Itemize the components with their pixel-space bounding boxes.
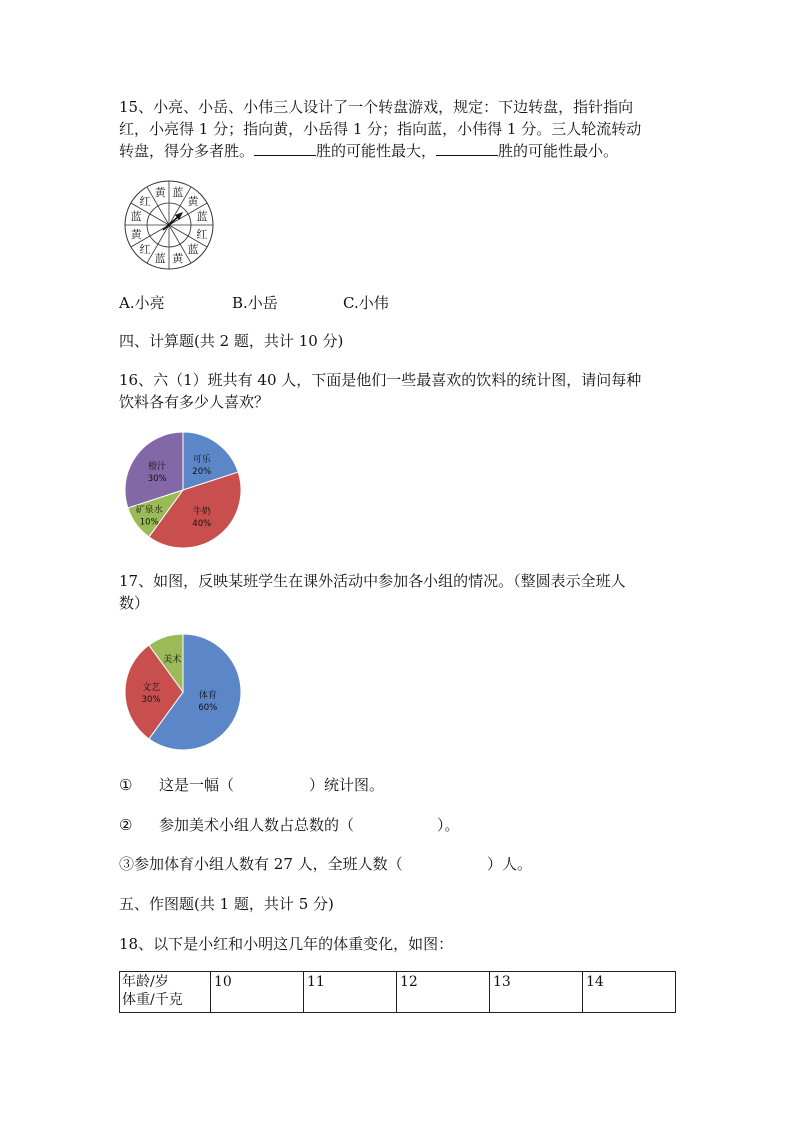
- q15-blank-1[interactable]: [254, 141, 316, 156]
- weight-table: [119, 971, 676, 1013]
- pie-chart-drinks: [121, 430, 245, 550]
- pie-pct-label: 40%: [192, 518, 212, 529]
- pie-label: 可乐: [192, 455, 211, 466]
- q17-sub1-num: ①: [119, 776, 133, 794]
- q17-sub2-post: ）。: [437, 816, 460, 834]
- spinner-label: 黄: [130, 227, 142, 241]
- section5-title: 五、作图题(共 1 题，共计 5 分): [119, 895, 334, 913]
- q16-line2: 饮料各有多少人喜欢？: [119, 393, 270, 411]
- option-a[interactable]: A.小亮: [119, 294, 165, 312]
- pie-pct-label: 20%: [192, 467, 212, 478]
- spinner-label: 红: [139, 243, 151, 257]
- q17-line2: 数）: [119, 594, 150, 612]
- pie-pct-label: 30%: [147, 474, 167, 485]
- pie-pct-label: 30%: [141, 695, 161, 705]
- pie-label: 牛奶: [192, 506, 211, 517]
- q15-blank-2[interactable]: [436, 141, 498, 156]
- spinner-label: 蓝: [154, 251, 166, 265]
- pie-chart-groups: [121, 632, 245, 752]
- q15-line3c: 胜的可能性最小。: [498, 142, 619, 160]
- spinner-label: 黄: [154, 186, 166, 200]
- pie-pct-label: 60%: [198, 703, 218, 714]
- q16-line1: 16、六（1）班共有 40 人，下面是他们一些最喜欢的饮料的统计图，请问每种: [119, 371, 642, 389]
- spinner-label: 黄: [187, 194, 199, 208]
- spinner-label: 蓝: [196, 210, 208, 224]
- pie-label: 橙汁: [148, 462, 167, 473]
- pie-label: 美术: [163, 654, 182, 665]
- q15-line3: [119, 140, 679, 162]
- row-headers: [120, 972, 211, 1013]
- q15-line2: 红，小亮得 1 分；指向黄，小岳得 1 分；指向蓝，小伟得 1 分。三人轮流转动: [119, 120, 642, 138]
- q15-line3a: 转盘，得分多者胜。: [119, 142, 255, 160]
- spinner-label: 蓝: [172, 186, 184, 200]
- spinner-label: 黄: [172, 251, 184, 265]
- age-cell[interactable]: 13: [490, 972, 583, 1013]
- spinner-label: 红: [196, 227, 208, 241]
- q15-line3b: 胜的可能性最大，: [316, 142, 437, 160]
- option-c[interactable]: C.小伟: [343, 294, 389, 312]
- pie-pct-label: 10%: [139, 517, 159, 528]
- q15-line1: 15、小亮、小岳、小伟三人设计了一个转盘游戏，规定：下边转盘，指针指向: [119, 98, 634, 116]
- q17-sub3-post: ）人。: [487, 855, 533, 873]
- spinner-label: 蓝: [130, 210, 142, 224]
- age-cell[interactable]: 10: [211, 972, 304, 1013]
- spinner-label: 红: [139, 194, 151, 208]
- q17-line1: 17、如图，反映某班学生在课外活动中参加各小组的情况。（整圆表示全班人: [119, 572, 626, 590]
- q17-sub1-pre: 这是一幅（: [159, 776, 235, 794]
- spinner-wheel: [122, 180, 216, 270]
- pie-label: 体育: [198, 691, 217, 702]
- spinner-label: 蓝: [187, 243, 199, 257]
- weight-header: 体重/千克: [122, 992, 183, 1008]
- q17-sub1-post: ）统计图。: [309, 776, 385, 794]
- q17-sub2-num: ②: [119, 816, 133, 834]
- section4-title: 四、计算题(共 2 题，共计 10 分): [119, 332, 344, 350]
- age-cell[interactable]: 12: [397, 972, 490, 1013]
- pie-label: 矿泉水: [135, 505, 163, 516]
- age-cell[interactable]: 14: [583, 972, 676, 1013]
- q18-line1: 18、以下是小红和小明这几年的体重变化，如图：: [119, 935, 454, 953]
- q17-sub3-pre: ③参加体育小组人数有 27 人，全班人数（: [119, 855, 403, 873]
- age-header: 年龄/岁: [122, 974, 169, 990]
- age-cell[interactable]: 11: [304, 972, 397, 1013]
- option-b[interactable]: B.小岳: [232, 294, 278, 312]
- pie-label: 文艺: [142, 683, 161, 693]
- q17-sub2-pre: 参加美术小组人数占总数的（: [159, 816, 355, 834]
